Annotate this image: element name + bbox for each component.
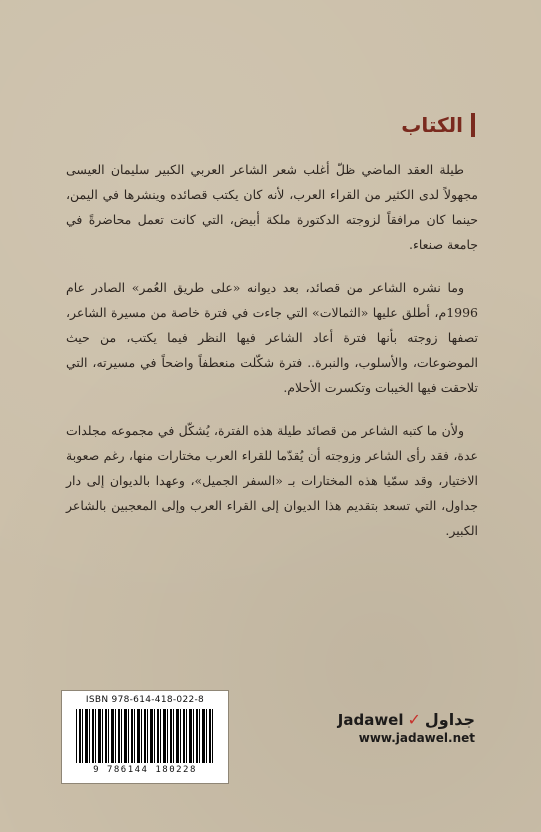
description-paragraph-3: ولأن ما كتبه الشاعر من قصائد طيلة هذه الفترة، يُشكّل في مجموعه مجلدات عدة، فقد رأى الشاعر وزوجته أن يُقدّما للقراء العرب مختارات منها، رغم صعوبة الاختيار، وقد سمّيا هذه المختارات بـ «السفر الجميل»، وعهدا بالديوان إلى دار جداول، التي تسعد بتقديم هذا الديوان إلى القراء العرب وإلى المعجبين بالشاعر الكبير. [66,423,478,538]
heading-accent-bar [471,113,475,137]
barcode-number: 9 786144 180228 [93,765,197,775]
publisher-mark-icon: ✓ [407,710,421,729]
section-heading [401,113,475,137]
publisher-name-ar: جداول [424,710,475,729]
barcode-bars [76,709,214,763]
barcode [61,690,229,784]
section-title: الكتاب [401,113,463,137]
publisher-block [337,710,475,745]
book-description [66,157,478,561]
description-paragraph-2: وما نشره الشاعر من قصائد، بعد ديوانه «على طريق العُمر» الصادر عام 1996م، أطلق عليها «الثمالات» التي جاءت في فترة خاصة من مسيرة الشاعر، تصفها زوجته بأنها فترة أعاد الشاعر فيها النظر فيما يكتب، من حيث الموضوعات، والأسلوب، والنبرة.. فترة شكّلت منعطفاً واضحاً في مسيرته، التي تلاحقت فيها الخيبات وتكسرت الأحلام. [66,280,478,395]
isbn-label: ISBN 978-614-418-022-8 [85,695,205,705]
publisher-url: www.jadawel.net [358,731,475,745]
publisher-logo [337,710,475,729]
publisher-name-en: Jadawel [337,710,404,729]
description-paragraph-1: طيلة العقد الماضي ظلّ أغلب شعر الشاعر العربي الكبير سليمان العيسى مجهولاً لدى الكثير من القراء العرب، لأنه كان يكتب قصائده وينشرها في اليمن، حينما كان مرافقاً لزوجته الدكتورة ملكة أبيض، التي كانت تعمل محاضرةً في جامعة صنعاء. [66,162,478,252]
